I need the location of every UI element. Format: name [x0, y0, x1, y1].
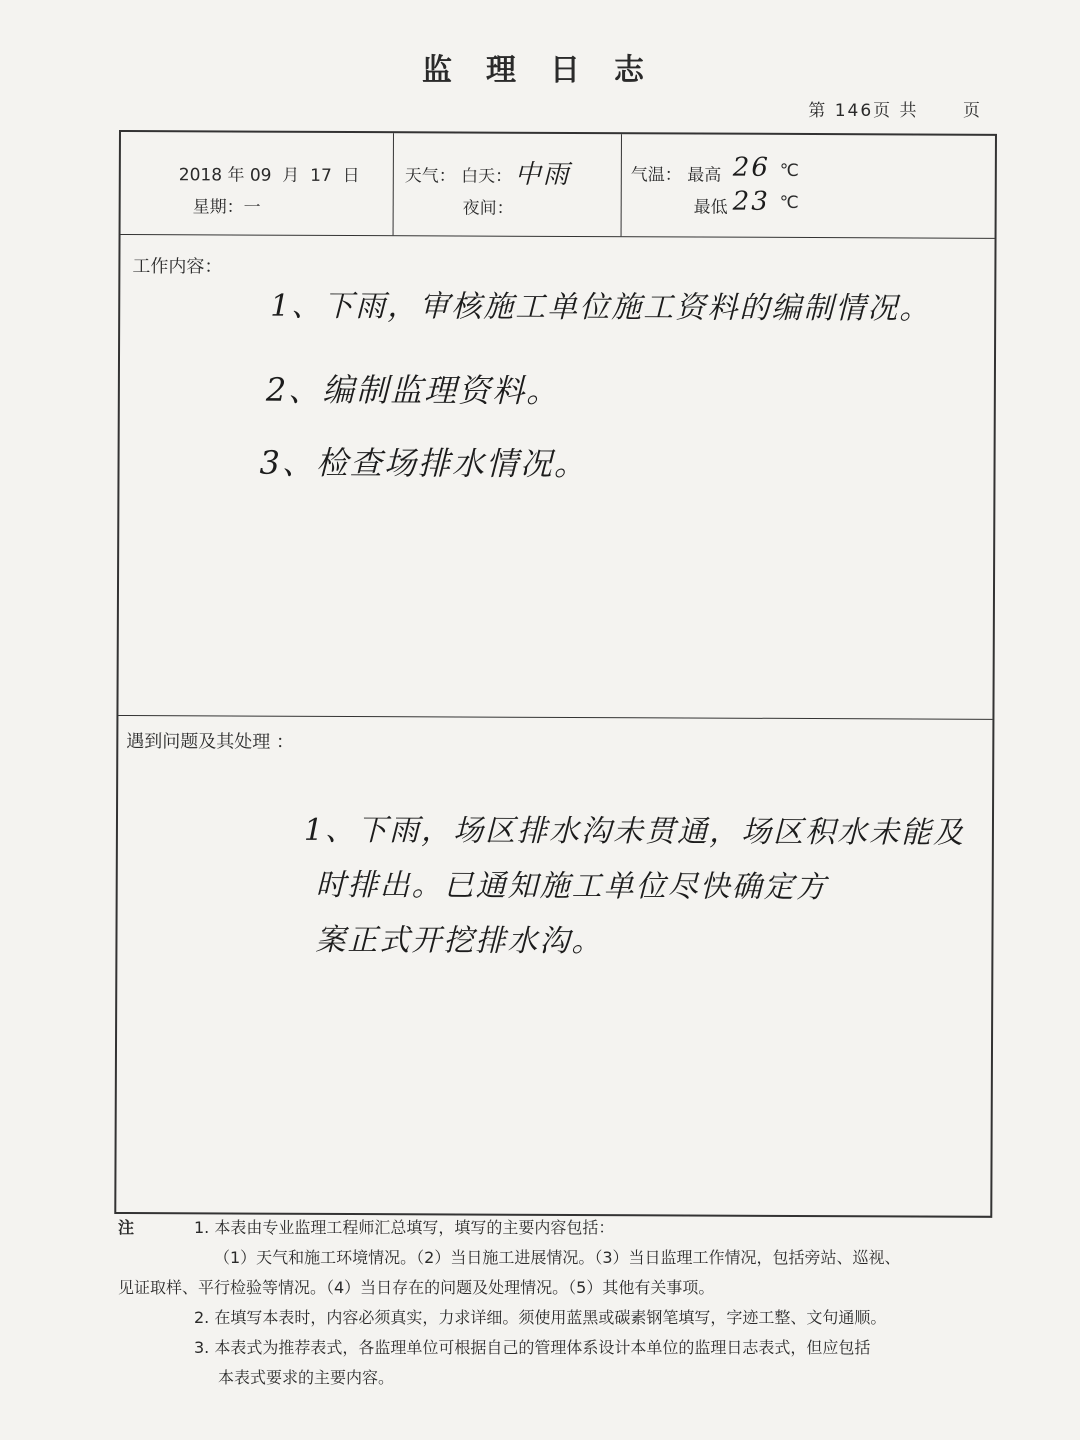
max-temp-value: 26: [732, 152, 771, 183]
note-line: 3. 本表式为推荐表式，各监理单位可根据自己的管理体系设计本单位的监理日志表式，但应包括: [194, 1338, 871, 1357]
note-line: 本表式要求的主要内容。: [218, 1368, 395, 1387]
divider: [121, 234, 995, 239]
month-unit: 月: [282, 165, 300, 186]
year-unit: 年: [227, 165, 245, 186]
page-prefix: 第: [808, 101, 828, 121]
issue-line: 时排出。已通知施工单位尽快确定方: [315, 867, 828, 906]
note-line: 2. 在填写本表时，内容必须真实，力求详细。须使用蓝黑或碳素钢笔填写，字迹工整、文句通顺。: [194, 1308, 887, 1327]
min-temp-value: 23: [732, 186, 770, 217]
day-weather-label: 白天：: [461, 166, 513, 187]
work-item: 2、编制监理资料。: [265, 370, 561, 410]
min-temp-unit: ℃: [779, 192, 799, 213]
note-line: 见证取样、平行检验等情况。（4）当日存在的问题及处理情况。（5）其他有关事项。: [118, 1278, 715, 1297]
note-line: （1）天气和施工环境情况。（2）当日施工进展情况。（3）当日监理工作情况，包括旁站、巡视、: [214, 1248, 901, 1267]
temp-label: 气温：: [630, 165, 682, 186]
weekday-field: [193, 192, 261, 217]
notes: [118, 1213, 998, 1393]
page-suffix: 页 共: [873, 101, 919, 121]
issues-label: 遇到问题及其处理 ：: [126, 731, 295, 753]
max-temp-field: [631, 160, 722, 185]
night-weather-field: [463, 194, 514, 219]
log-table: [114, 130, 997, 1218]
page-title: 监理日志: [422, 53, 678, 88]
max-temp-label: 最高: [687, 165, 722, 186]
year-value: 2018: [178, 165, 223, 186]
month-value: 09: [249, 165, 272, 186]
divider: [118, 715, 992, 720]
page-total-suffix: 页: [963, 101, 982, 121]
work-item: 1、下雨，审核施工单位施工资料的编制情况。: [270, 288, 932, 327]
min-temp-label: 最低: [693, 197, 728, 218]
note-line: [118, 1213, 998, 1243]
issue-line: 1、下雨，场区排水沟未贯通，场区积水未能及: [303, 812, 966, 851]
max-temp-unit: ℃: [779, 160, 799, 181]
day-weather-value: 中雨: [514, 159, 571, 190]
weekday-value: 一: [243, 197, 261, 218]
date-field: [179, 160, 360, 186]
work-item: 3、检查场排水情况。: [259, 443, 589, 484]
day-value: 17: [310, 165, 332, 186]
weekday-label: 星期：: [192, 197, 244, 218]
work-content-label: 工作内容：: [132, 256, 223, 278]
weather-field: [405, 161, 513, 186]
day-unit: 日: [342, 165, 360, 187]
page-number: [808, 96, 982, 121]
weather-label: 天气：: [404, 166, 456, 187]
divider: [621, 134, 622, 236]
divider: [393, 133, 394, 235]
note-text: 1. 本表由专业监理工程师汇总填写，填写的主要内容包括：: [194, 1218, 615, 1237]
night-weather-label: 夜间：: [462, 198, 514, 219]
notes-head: 注: [118, 1218, 135, 1237]
page-number-value: 146: [834, 101, 874, 121]
issue-line: 案正式开挖排水沟。: [315, 922, 604, 960]
